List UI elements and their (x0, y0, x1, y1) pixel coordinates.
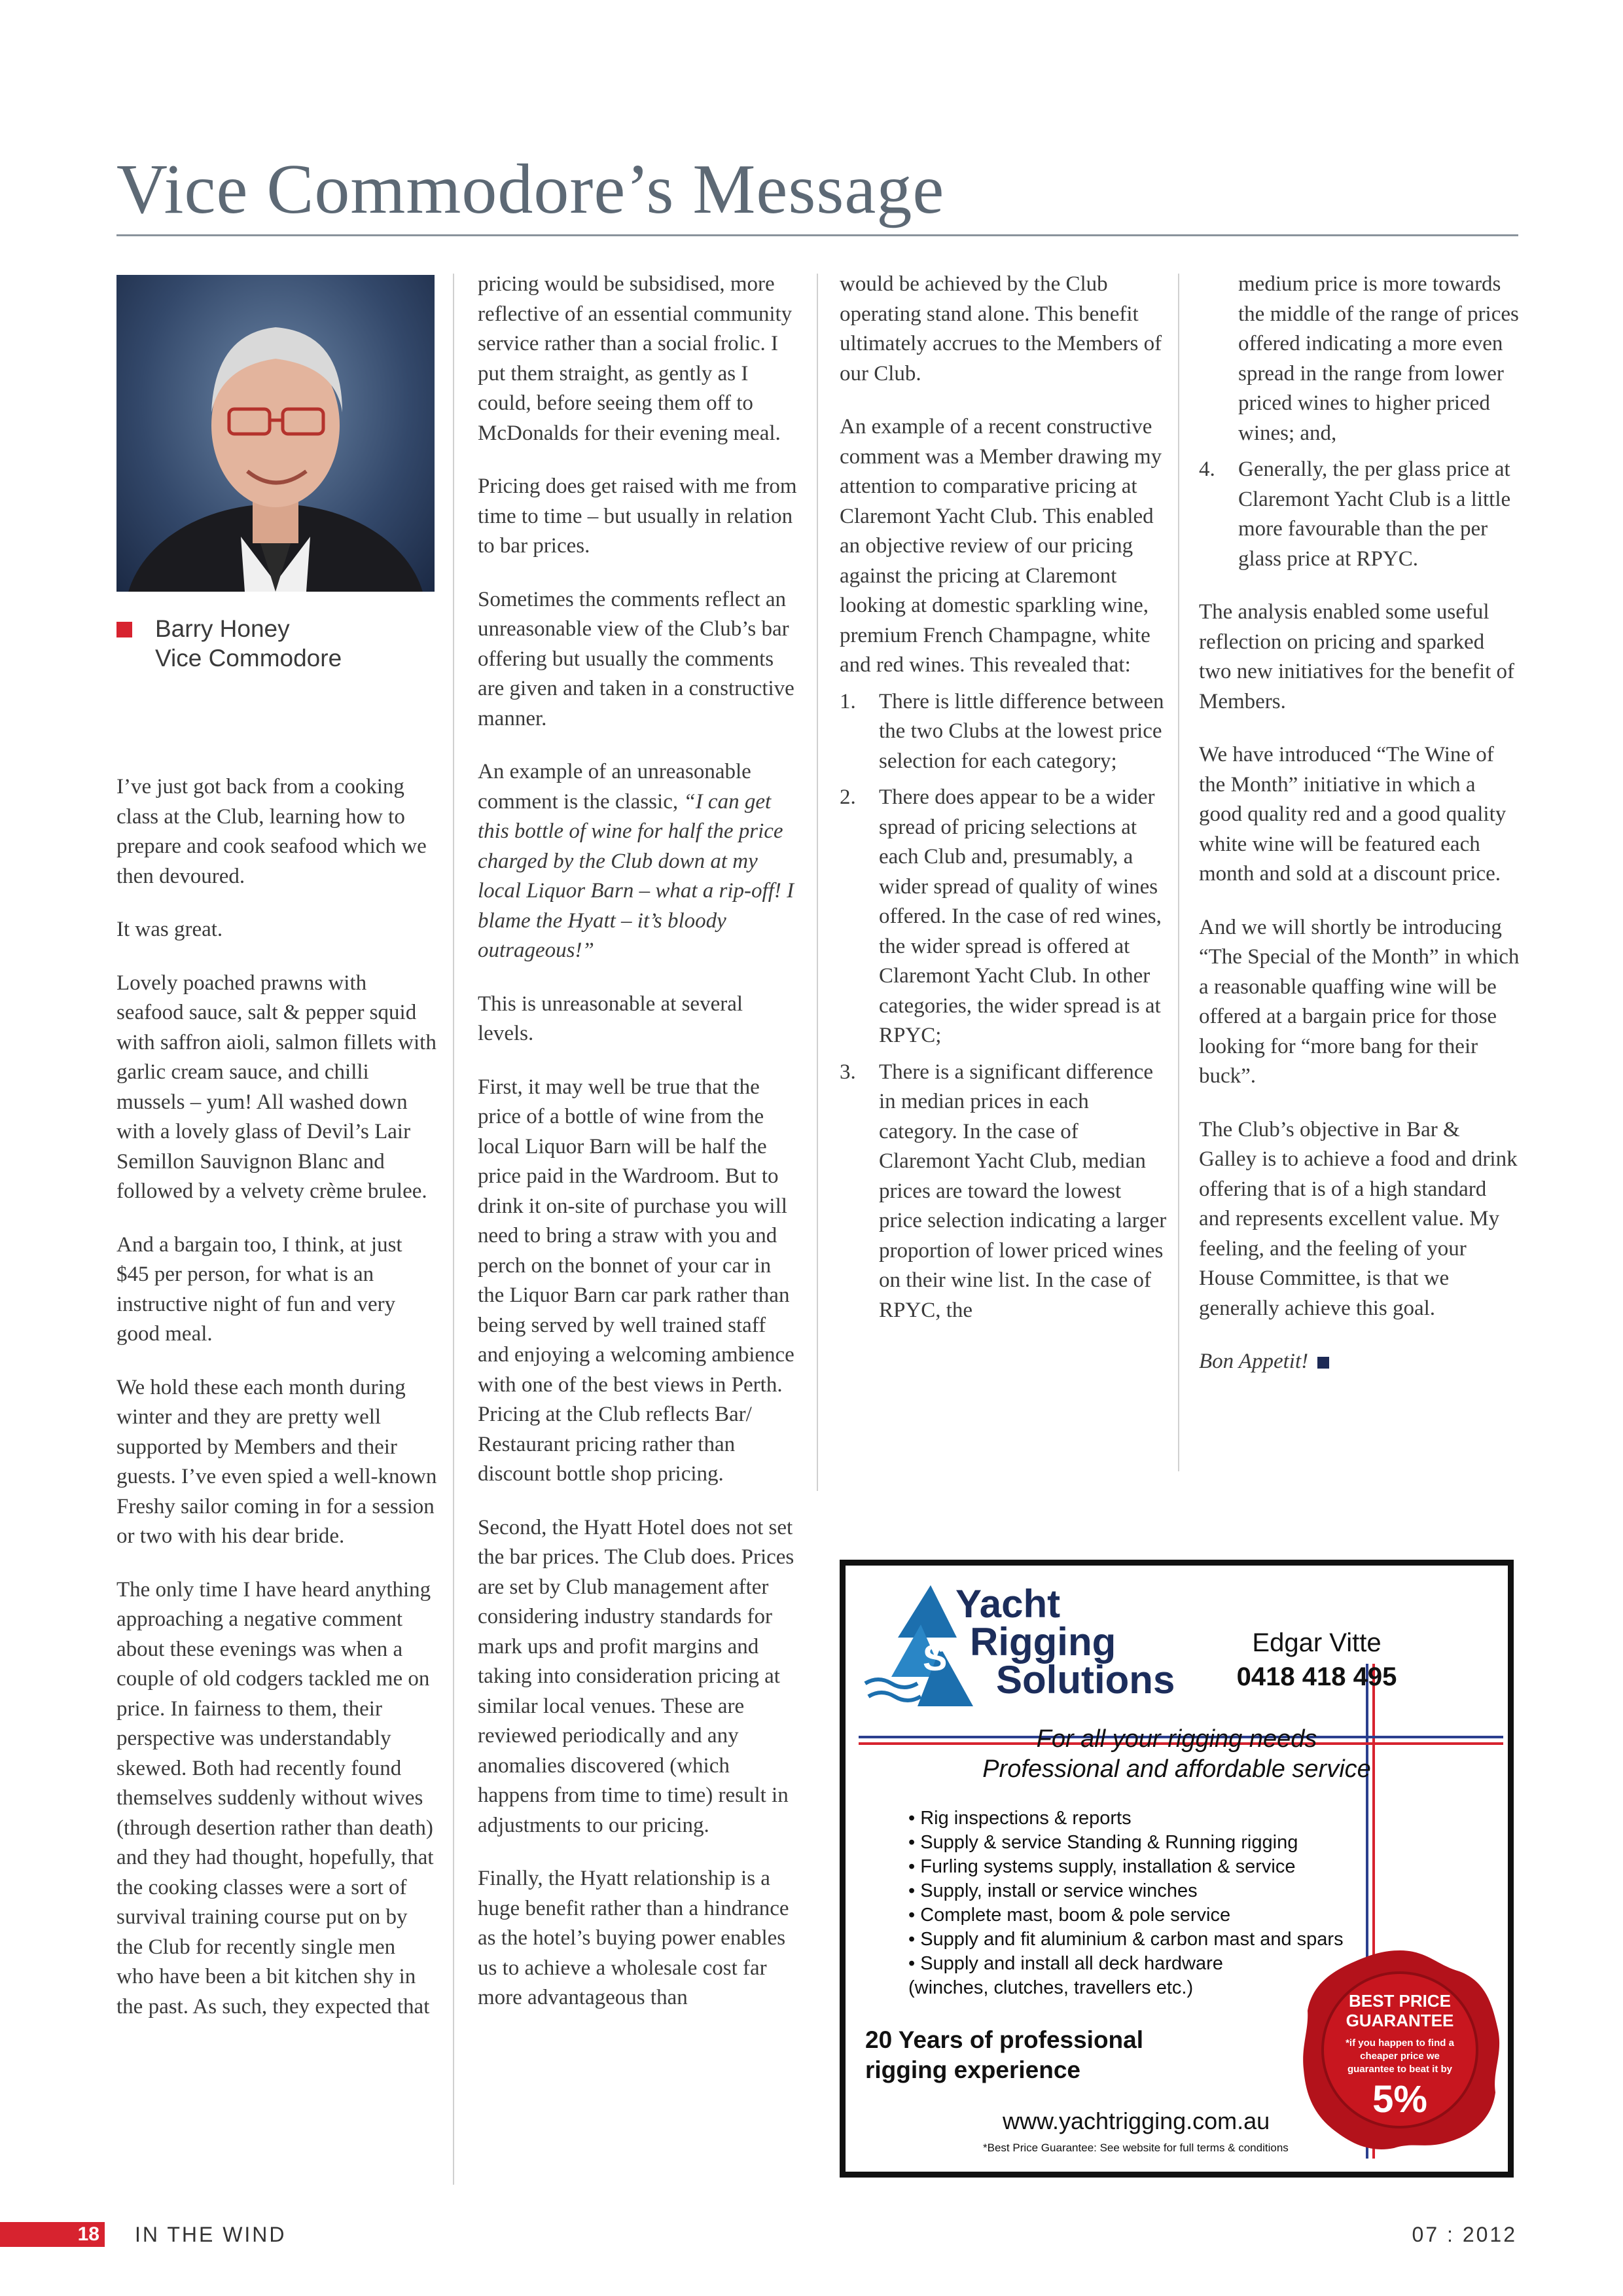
column-4 (1199, 270, 1520, 1377)
caption-name: Barry Honey (155, 615, 290, 642)
service-item: (winches, clutches, travellers etc.) (908, 1977, 1194, 1998)
paragraph: And a bargain too, I think, at just $45 per person, for what is an instructive night of fun and very good meal. (116, 1232, 402, 1346)
ad-contact (1219, 1626, 1415, 1694)
paragraph: We hold these each month during winter and they are pretty well supported by Members and their guests. I’ve even spied a well-known Freshy sailor coming in for a session or two with his dear bride. (116, 1375, 437, 1548)
column-2 (478, 270, 798, 2013)
list-number: 3. (840, 1060, 856, 1084)
signoff (1199, 1347, 1520, 1377)
paragraph: Second, the Hyatt Hotel does not set the bar prices. The Club does. Prices are set by Club management after considering industry standards for mark ups and profit margins and taking into consideration pricing at similar local venues. These are reviewed periodically and any anomalies discovered (which happens from time to time) result in adjustments to our pricing. (478, 1515, 794, 1837)
paragraph-lead: An example of an unreasonable comment is the classic, (478, 760, 751, 814)
brand-line: Yacht (955, 1582, 1061, 1626)
tagline-line: Professional and affordable service (982, 1755, 1371, 1783)
paragraph: The Club’s objective in Bar & Galley is to achieve a food and drink offering that is of a high standard and represents excellent value. My feeling, and the feeling of your House Committee, is that we generally achieve this goal. (1199, 1117, 1518, 1320)
paragraph (478, 757, 798, 966)
list-continuation: medium price is more towards the middle of the range of prices offered indicating a more even spread in the range from lower priced wines to higher priced wines; and, (1238, 272, 1519, 445)
contact-phone[interactable]: 0418 418 495 (1236, 1662, 1397, 1691)
photo-caption (116, 614, 342, 673)
service-item: • Furling systems supply, installation & service (908, 1856, 1296, 1877)
paragraph: pricing would be subsidised, more reflective of an essential community service rather than a social frolic. I put them straight, as gently as I could, before seeing them off to McDonalds for their evening meal. (478, 272, 793, 445)
page-number: 18 (0, 2222, 105, 2247)
caption-marker (116, 622, 132, 637)
list-number: 4. (1199, 457, 1215, 481)
list-text: There is little difference between the two Clubs at the lowest price selection for each category; (879, 689, 1164, 773)
service-item: • Supply, install or service winches (908, 1880, 1198, 1901)
service-item: • Supply & service Standing & Running rigging (908, 1832, 1298, 1853)
seal-percent: 5% (1372, 2078, 1427, 2121)
list-text: There is a significant difference in median prices in each category. In the case of Claremont Yacht Club, median prices are toward the lowest price selection indicating a larger proportion of lower priced wines on their wine list. In the case of RPYC, the (879, 1060, 1167, 1322)
page-title: Vice Commodore’s Message (116, 151, 945, 228)
services-list (908, 1806, 1344, 2000)
quote: “I can get this bottle of wine for half the price charged by the Club down at my local Liquor Barn – what a rip-off! I blame the Hyatt – it’s bloody outrageous!” (478, 789, 794, 962)
column-divider (817, 274, 818, 1491)
list-text: Generally, the per glass price at Claremont Yacht Club is a little more favourable than the per glass price at RPYC. (1238, 457, 1511, 571)
ad-website-link[interactable]: www.yachtrigging.com.au (1003, 2108, 1270, 2134)
paragraph: The analysis enabled some useful reflection on pricing and sparked two new initiatives for the benefit of Members. (1199, 600, 1515, 713)
svg-text:S: S (923, 1637, 948, 1678)
paragraph: It was great. (116, 918, 223, 941)
paragraph: This is unreasonable at several levels. (478, 992, 743, 1045)
list-number: 2. (840, 785, 856, 809)
experience-line: 20 Years of professional (865, 2026, 1144, 2053)
end-mark-icon (1317, 1357, 1329, 1369)
paragraph: would be achieved by the Club operating stand alone. This benefit ultimately accrues to the Members of our Club. (840, 272, 1162, 386)
list-item (840, 783, 1167, 1051)
findings-list (840, 687, 1167, 1326)
signoff-text: Bon Appetit! (1199, 1350, 1309, 1373)
column-divider (1178, 274, 1179, 1471)
service-item: • Complete mast, boom & pole service (908, 1905, 1231, 1926)
seal-subtitle: *if you happen to find a cheaper price we guarantee to beat it by (1346, 2037, 1454, 2075)
ad-experience (865, 2025, 1143, 2085)
seal-text (1296, 1991, 1504, 2121)
list-item (840, 1058, 1167, 1326)
title-divider (116, 234, 1518, 236)
brand-line: Rigging (970, 1620, 1116, 1664)
ad-tagline (846, 1724, 1508, 1784)
service-item: • Rig inspections & reports (908, 1808, 1132, 1829)
paragraph: Sometimes the comments reflect an unreasonable view of the Club’s bar offering but usually the comments are given and taken in a constructive manner. (478, 587, 794, 730)
paragraph: An example of a recent constructive comment was a Member drawing my attention to comparative pricing at Claremont Yacht Club. This enabled an objective review of our pricing against the pricing at Claremont looking at domestic sparkling wine, premium French Champagne, white and red wines. This revealed that: (840, 415, 1162, 677)
findings-list-cont (1199, 455, 1520, 574)
yacht-rigging-ad[interactable] (840, 1560, 1514, 2178)
paragraph: Finally, the Hyatt relationship is a huge benefit rather than a hindrance as the hotel’s buying power enables us to achieve a wholesale cost far more advantageous than (478, 1867, 789, 2009)
list-item (840, 687, 1167, 777)
paragraph: Pricing does get raised with me from time to time – but usually in relation to bar prices. (478, 475, 797, 558)
caption-role: Vice Commodore (155, 645, 342, 672)
issue-date: 07 : 2012 (1412, 2223, 1517, 2246)
ad-fine-print: *Best Price Guarantee: See website for full terms & conditions (983, 2142, 1289, 2154)
list-item (1199, 455, 1520, 574)
experience-line: rigging experience (865, 2056, 1080, 2083)
list-text: There does appear to be a wider spread of pricing selections at each Club and, presumably, a wider spread of quality of wines offered. In the case of red wines, the wider spread is offered at Claremont Yacht Club. In other categories, the wider spread is at RPYC; (879, 785, 1162, 1047)
brand-line: Solutions (996, 1658, 1175, 1702)
seal-title: BEST PRICE (1348, 1991, 1452, 2011)
column-1 (116, 772, 437, 2022)
paragraph: The only time I have heard anything approaching a negative comment about these evenings was when a couple of old codgers tackled me on price. In fairness to them, their perspective was understandably skewed. Both had recently found themselves suddenly without wives (through desertion rather than death) and they had thought, hopefully, that the cooking classes were a sort of survival training course put on by the Club for recently single men who have been a bit kitchen shy in the past. As such, they expected that (116, 1577, 434, 2018)
magazine-name: IN THE WIND (135, 2223, 287, 2246)
column-3 (840, 270, 1167, 1325)
paragraph: First, it may well be true that the price of a bottle of wine from the local Liquor Barn will be half the price paid in the Wardroom. But to drink it on-site of purchase you will need to bring a straw with you and perch on the bonnet of your car in the Liquor Barn car park rather than being served by well trained staff and enjoying a welcoming ambience with one of the best views in Perth. Pricing at the Club reflects Bar/ Restaurant pricing rather than discount bottle shop pricing. (478, 1075, 794, 1486)
seal-title: GUARANTEE (1346, 2011, 1454, 2030)
paragraph: I’ve just got back from a cooking class at the Club, learning how to prepare and cook seafood which we then devoured. (116, 775, 427, 888)
portrait-photo (116, 275, 435, 592)
service-item: • Supply and install all deck hardware (908, 1953, 1223, 1974)
paragraph: We have introduced “The Wine of the Month” initiative in which a good quality red and a good quality white wine will be featured each month and sold at a discount price. (1199, 743, 1507, 886)
service-item: • Supply and fit aluminium & carbon mast and spars (908, 1929, 1344, 1950)
ad-brand-name (955, 1582, 1175, 1702)
contact-name: Edgar Vitte (1252, 1628, 1382, 1657)
list-number: 1. (840, 689, 856, 713)
paragraph: Lovely poached prawns with seafood sauce, salt & pepper squid with saffron aioli, salmon fillets with garlic cream sauce, and chilli mussels – yum! All washed down with a lovely glass of Devil’s Lair Semillon Sauvignon Blanc and followed by a velvety crème brulee. (116, 971, 437, 1203)
column-divider (453, 274, 454, 2185)
tagline-line: For all your rigging needs (1036, 1725, 1317, 1753)
paragraph: And we will shortly be introducing “The Special of the Month” in which a reasonable quaffing wine will be offered at a bargain price for those looking for “more bang for their buck”. (1199, 915, 1520, 1088)
